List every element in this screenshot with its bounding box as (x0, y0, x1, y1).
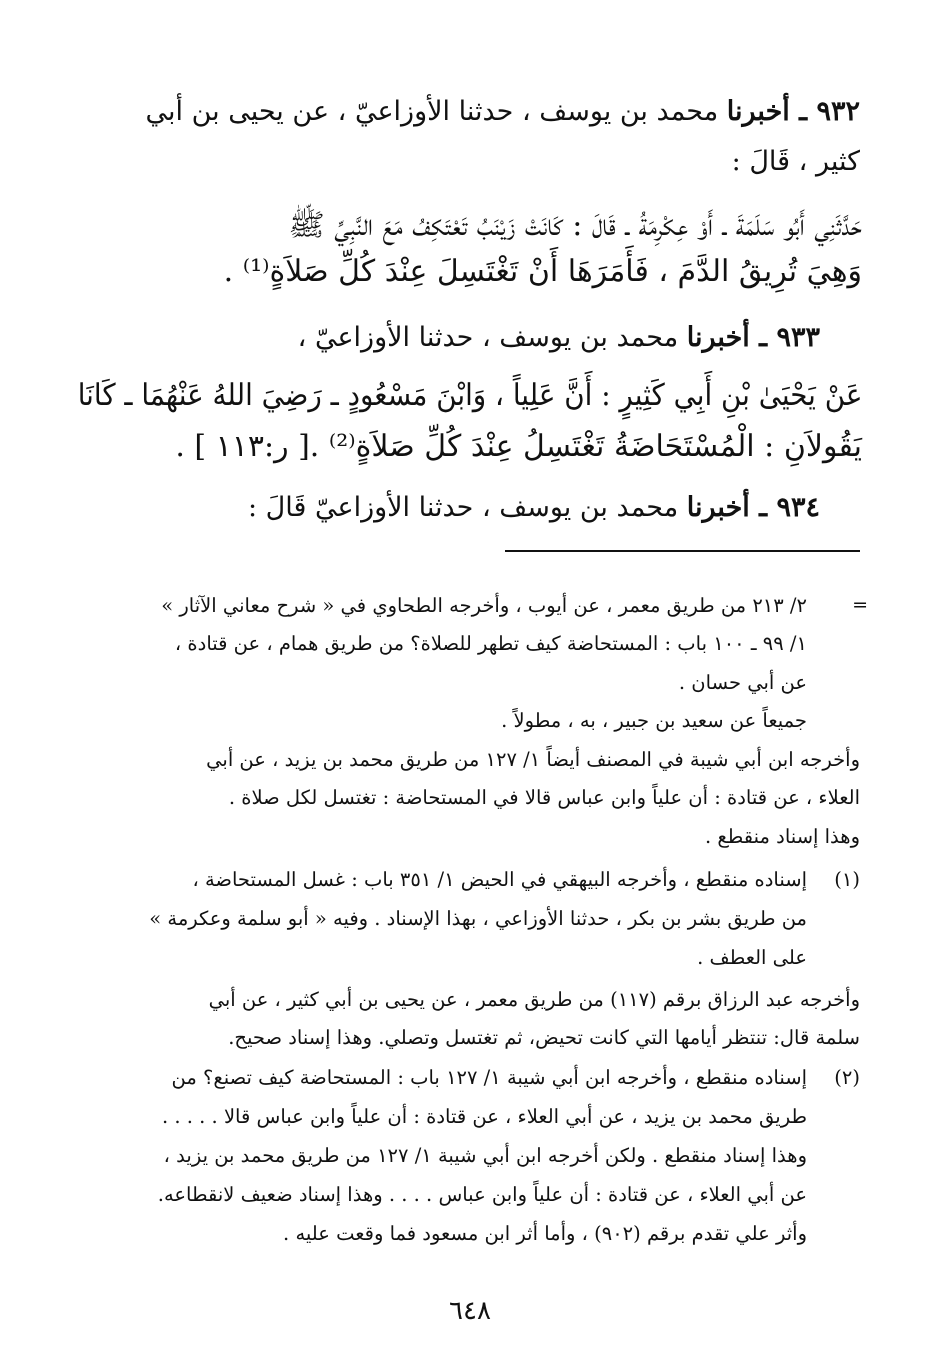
hadith-934-head: أخبرنا (686, 492, 760, 523)
footnote-1-line: إسناده منقطع ، وأخرجه البيهقي في الحيض ١/ ٣٥١ باب : غسل المستحاضة ، (192, 868, 807, 891)
hadith-934-line-1 (248, 492, 820, 523)
footnote-continuation-line: العلاء ، عن قتادة : أن علياً وابن عباس قالا في المستحاضة : تغتسل لكل صلاة . (228, 786, 860, 809)
hadith-932-line-1 (145, 96, 860, 127)
footnote-2-line: طريق محمد بن يزيد ، عن أبي العلاء ، عن قتادة : أن علياً وابن عباس قالا . . . . . (161, 1105, 807, 1128)
hadith-933-number: ٩٣٣ ـ (759, 322, 820, 353)
footnote-2-line: عن أبي العلاء ، عن قتادة : أن علياً وابن عباس . . . . وهذا إسناد ضعيف لانقطاعه. (157, 1183, 807, 1206)
footnote-continuation-line: ٢/ ٢١٣ من طريق معمر ، عن أيوب ، وأخرجه الطحاوي في « شرح معاني الآثار » (161, 594, 807, 617)
hadith-932-matn-2: وَهِيَ تُرِيقُ الدَّمَ ، فَأَمَرَهَا أَنْ تَغْتَسِلَ عِنْدَ كُلِّ صَلاَةٍ⁽¹⁾ . (223, 254, 862, 289)
hadith-932-number: ٩٣٢ ـ (799, 96, 860, 127)
footnote-separator (505, 550, 860, 552)
hadith-933-isnad: محمد بن يوسف ، حدثنا الأوزاعيّ ، (297, 322, 687, 353)
footnote-2-number: (٢) (834, 1066, 860, 1089)
footnote-2-line: إسناده منقطع ، وأخرجه ابن أبي شيبة ١/ ١٢٧ باب : المستحاضة كيف تصنع؟ من (171, 1066, 807, 1089)
footnote-2-line: وهذا إسناد منقطع . ولكن أخرجه ابن أبي شيبة ١/ ١٢٧ من طريق محمد بن يزيد ، (163, 1144, 807, 1167)
hadith-932-matn-1: حَدَّثَنِي أَبُو سَلَمَةَ ـ أَوْ عِكْرِمَةُ ـ قَالَ : كَانَتْ زَيْنَبُ تَعْتَكِفُ مَعَ النَّبِيِّ ﷺ (288, 208, 862, 243)
hadith-932-head: أخبرنا (726, 96, 800, 127)
hadith-933-matn-2: يَقُولاَنِ : الْمُسْتَحَاضَةُ تَغْتَسِلُ عِنْدَ كُلِّ صَلاَةٍ⁽²⁾ .[ ر:١١٣ ] . (175, 429, 862, 464)
hadith-933-head: أخبرنا (686, 322, 760, 353)
hadith-932-isnad: محمد بن يوسف ، حدثنا الأوزاعيّ ، عن يحيى بن أبي (145, 96, 727, 127)
hadith-933-line-1 (298, 322, 820, 353)
footnote-continuation-line: وهذا إسناد منقطع . (705, 825, 860, 848)
hadith-932-line-2: كثير ، قَالَ : (731, 146, 860, 177)
hadith-933-matn-1: عَنْ يَحْيَىٰ بْنِ أَبِي كَثِيرٍ : أَنَّ عَلِياً ، وَابْنَ مَسْعُودٍ ـ رَضِيَ اللهُ عَنْهُمَا ـ كَانَا (77, 378, 862, 413)
hadith-934-number: ٩٣٤ ـ (759, 492, 820, 523)
footnote-continuation-line: وأخرجه ابن أبي شيبة في المصنف أيضاً ١/ ١٢٧ من طريق محمد بن يزيد ، عن أبي (206, 748, 860, 771)
footnote-1-line: وأخرجه عبد الرزاق برقم (١١٧) من طريق معمر ، عن يحيى بن أبي كثير ، عن أبي (208, 988, 860, 1011)
page-number: ٦٤٨ (449, 1296, 491, 1326)
footnote-continuation-line: عن أبي حسان . (678, 671, 807, 694)
continuation-marker: = (852, 594, 868, 616)
footnote-1-line: على العطف . (697, 946, 807, 969)
footnote-1-number: (١) (834, 868, 860, 891)
footnote-1-line: سلمة قال: تنتظر أيامها التي كانت تحيض، ثم تغتسل وتصلي. وهذا إسناد صحيح. (228, 1026, 860, 1049)
footnote-continuation-line: جميعاً عن سعيد بن جبير ، به ، مطولاً . (501, 709, 807, 732)
footnote-2-line: وأثر علي تقدم برقم (٩٠٢) ، وأما أثر ابن مسعود فما وقعت عليه . (283, 1222, 807, 1245)
footnote-1-line: من طريق بشر بن بكر ، حدثنا الأوزاعي ، بهذا الإسناد . وفيه « أبو سلمة وعكرمة » (149, 907, 807, 930)
hadith-934-isnad: محمد بن يوسف ، حدثنا الأوزاعيّ قَالَ : (247, 492, 687, 523)
footnote-continuation-line: ١/ ٩٩ ـ ١٠٠ باب : المستحاضة كيف تطهر للصلاة؟ من طريق همام ، عن قتادة ، (174, 632, 807, 655)
